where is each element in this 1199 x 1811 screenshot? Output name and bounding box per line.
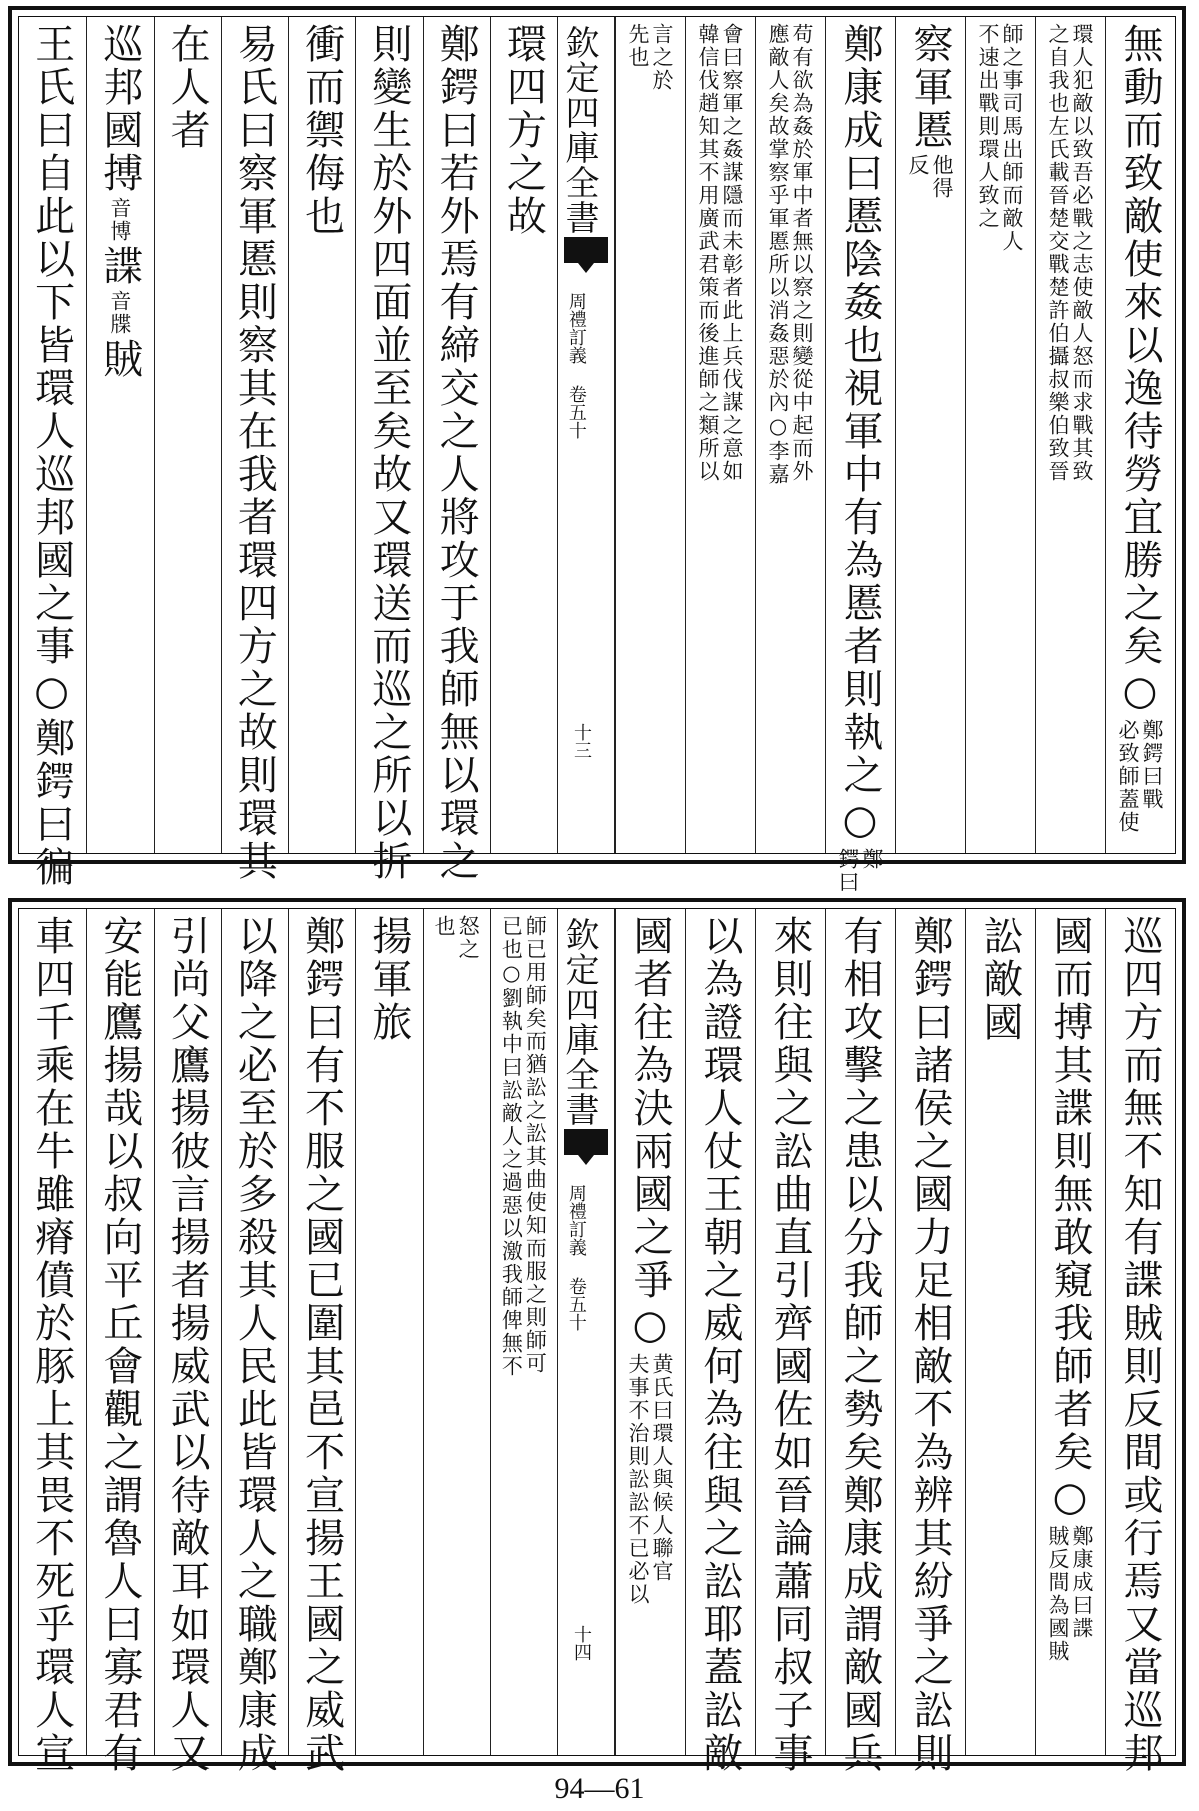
bottom-left-column [423, 909, 490, 1755]
annotation-text-line: 言之於 [650, 23, 675, 92]
main-text-line: 國而搏其諜則無敢窺我師者矣○ [1047, 915, 1093, 1523]
top-right-column [685, 17, 755, 853]
annotation-text-line: 鍔曰 [836, 848, 861, 894]
main-text-line: 車四千乘在牛雖瘠僨於豚上其畏不死乎環人宣 [28, 915, 75, 1775]
leaf-number: 十三 [571, 723, 592, 759]
bottom-right-column [685, 909, 755, 1775]
main-text-line: 則變生於外四面並至矣故又環送而巡之所以折 [365, 23, 412, 883]
main-text-line: 國者往為決兩國之爭○ [627, 915, 673, 1351]
annotation-text-line: 鄭鍔曰戰 [1140, 719, 1165, 811]
main-text-line: 以降之必至於多殺其人民此皆環人之職鄭康成 [231, 915, 278, 1775]
center-margin-column [557, 17, 615, 853]
annotation-text-line: 不速出戰則環人致之 [976, 23, 1001, 230]
main-text-line: 以為證環人仗王朝之威何為往與之訟耶蓋訟敵 [697, 915, 743, 1775]
annotation-text-line: 環人犯敵以致吾必戰之志使敵人怒而求戰其致 [1070, 23, 1095, 483]
main-text-line: 賊 [96, 338, 143, 381]
annotation-text-line: 先也 [626, 23, 651, 69]
bottom-right-column [965, 909, 1035, 1755]
main-text-line: 巡四方而無不知有諜賊則反間或行焉又當巡邦 [1117, 915, 1163, 1775]
center-margin-column [557, 909, 615, 1755]
annotation-text-line: 音博 [107, 197, 132, 243]
main-text-line: 揚軍旅 [365, 915, 412, 1044]
annotation-text-line: 已也○劉執中曰訟敵人之過惡以激我師俾無不 [499, 915, 524, 1378]
book-title: 欽定四庫全書 [559, 917, 599, 1127]
annotation-text-line: 音牒 [107, 290, 132, 336]
annotation-text-line: 師之事司馬出師而敵人 [1000, 23, 1025, 253]
main-text-line: 鄭鍔曰有不服之國已圍其邑不宣揚王國之威武 [298, 915, 345, 1775]
page-number-footer: 94—61 [554, 1772, 645, 1805]
main-text-line: 鄭鍔曰若外焉有締交之人將攻于我師無以環之 [433, 23, 480, 883]
annotation-text-line: 師已用師矣而猶訟之訟其曲使知而服之則師可 [523, 915, 548, 1375]
top-left-column [288, 17, 355, 853]
annotation-text-line: 應敵人矣故掌察乎軍慝所以消姦惡於內○李嘉 [766, 23, 791, 486]
annotation-text-line: 鄭 [860, 848, 885, 871]
main-text-line: 衝而禦侮也 [298, 23, 345, 238]
top-page-inner-frame [18, 16, 1176, 894]
bottom-left-column [490, 909, 557, 1755]
top-page-panel [8, 6, 1186, 894]
top-left-column [221, 17, 288, 883]
bottom-right-column [1035, 909, 1105, 1755]
annotation-text-line: 怒之 [456, 915, 481, 961]
main-text-line: 察軍慝 [907, 23, 953, 152]
main-text-line: 環四方之故 [500, 23, 547, 238]
annotation-text-line: 韓信伐趙知其不用廣武君策而後進師之類所以 [696, 23, 721, 483]
bottom-right-column [895, 909, 965, 1775]
bottom-right-column [615, 909, 685, 1755]
main-text-line: 巡邦國搏 [96, 23, 143, 195]
annotation-text-line: 黄氏曰環人與候人聯官 [650, 1353, 675, 1583]
top-right-column [1105, 17, 1175, 853]
bottom-right-column [755, 909, 825, 1775]
top-right-column [965, 17, 1035, 853]
top-left-column [86, 17, 153, 853]
main-text-line: 在人者 [164, 23, 211, 152]
bottom-left-column [288, 909, 355, 1775]
main-text-line: 引尚父鷹揚彼言揚者揚威武以待敵耳如環人又 [164, 915, 211, 1775]
main-text-line: 來則往與之訟曲直引齊國佐如晉論蕭同叔子事 [767, 915, 813, 1775]
main-text-line: 諜 [96, 245, 143, 288]
bottom-left-column [86, 909, 153, 1775]
leaf-number: 十四 [571, 1625, 592, 1661]
main-text-line: 王氏曰自此以下皆環人巡邦國之事○鄭鍔曰徧 [28, 23, 75, 889]
annotation-text-line: 苟有欲為姦於軍中者無以察之則變從中起而外 [790, 23, 815, 483]
top-left-column [154, 17, 221, 853]
annotation-text-line: 會曰察軍之姦謀隱而未彰者此上兵伐謀之意如 [720, 23, 745, 483]
top-right-column [895, 17, 965, 853]
top-right-column [825, 17, 895, 894]
bottom-page-inner-frame [18, 908, 1176, 1775]
main-text-line: 訟敵國 [977, 915, 1023, 1044]
main-text-line: 無動而致敵使來以逸待勞宜勝之矣○ [1117, 23, 1163, 717]
top-right-column [1035, 17, 1105, 853]
top-right-column [755, 17, 825, 853]
annotation-text-line: 他得 [930, 154, 955, 200]
annotation-text-line: 之自我也左氏載晉楚交戰楚許伯攝叔樂伯致晉 [1046, 23, 1071, 483]
book-title: 欽定四庫全書 [559, 25, 599, 235]
top-left-column [423, 17, 490, 883]
annotation-text-line: 反 [906, 154, 931, 177]
fish-tail-mark-icon [564, 237, 608, 263]
bottom-left-column [221, 909, 288, 1775]
main-text-line: 安能鷹揚哉以叔向平丘會觀之謂魯人曰寡君有 [96, 915, 143, 1775]
annotation-text-line: 夫事不治則訟訟不已必以 [626, 1353, 651, 1606]
annotation-text-line: 必致師蓋使 [1116, 719, 1141, 834]
bottom-right-column [825, 909, 895, 1775]
bottom-left-column [19, 909, 86, 1775]
fish-tail-mark-icon [564, 1129, 608, 1155]
main-text-line: 易氏曰察軍慝則察其在我者環四方之故則環其 [231, 23, 278, 883]
main-text-line: 有相攻擊之患以分我師之勢矣鄭康成謂敵國兵 [837, 915, 883, 1775]
bottom-page-panel [8, 898, 1186, 1775]
top-right-column [615, 17, 685, 853]
main-text-line: 鄭康成曰慝陰姦也視軍中有為慝者則執之○ [837, 23, 883, 846]
bottom-right-column [1105, 909, 1175, 1775]
volume-label: 周禮訂義 卷五十 [565, 292, 587, 439]
annotation-text-line: 鄭康成曰諜 [1070, 1525, 1095, 1640]
bottom-left-column [355, 909, 422, 1755]
annotation-text-line: 賊反間為國賊 [1046, 1525, 1071, 1663]
top-left-column [355, 17, 422, 883]
top-left-column [19, 17, 86, 889]
annotation-text-line: 也 [432, 915, 457, 938]
main-text-line: 鄭鍔曰諸侯之國力足相敵不為辨其紛爭之訟則 [907, 915, 953, 1775]
volume-label: 周禮訂義 卷五十 [565, 1184, 587, 1331]
bottom-left-column [154, 909, 221, 1775]
top-left-column [490, 17, 557, 853]
